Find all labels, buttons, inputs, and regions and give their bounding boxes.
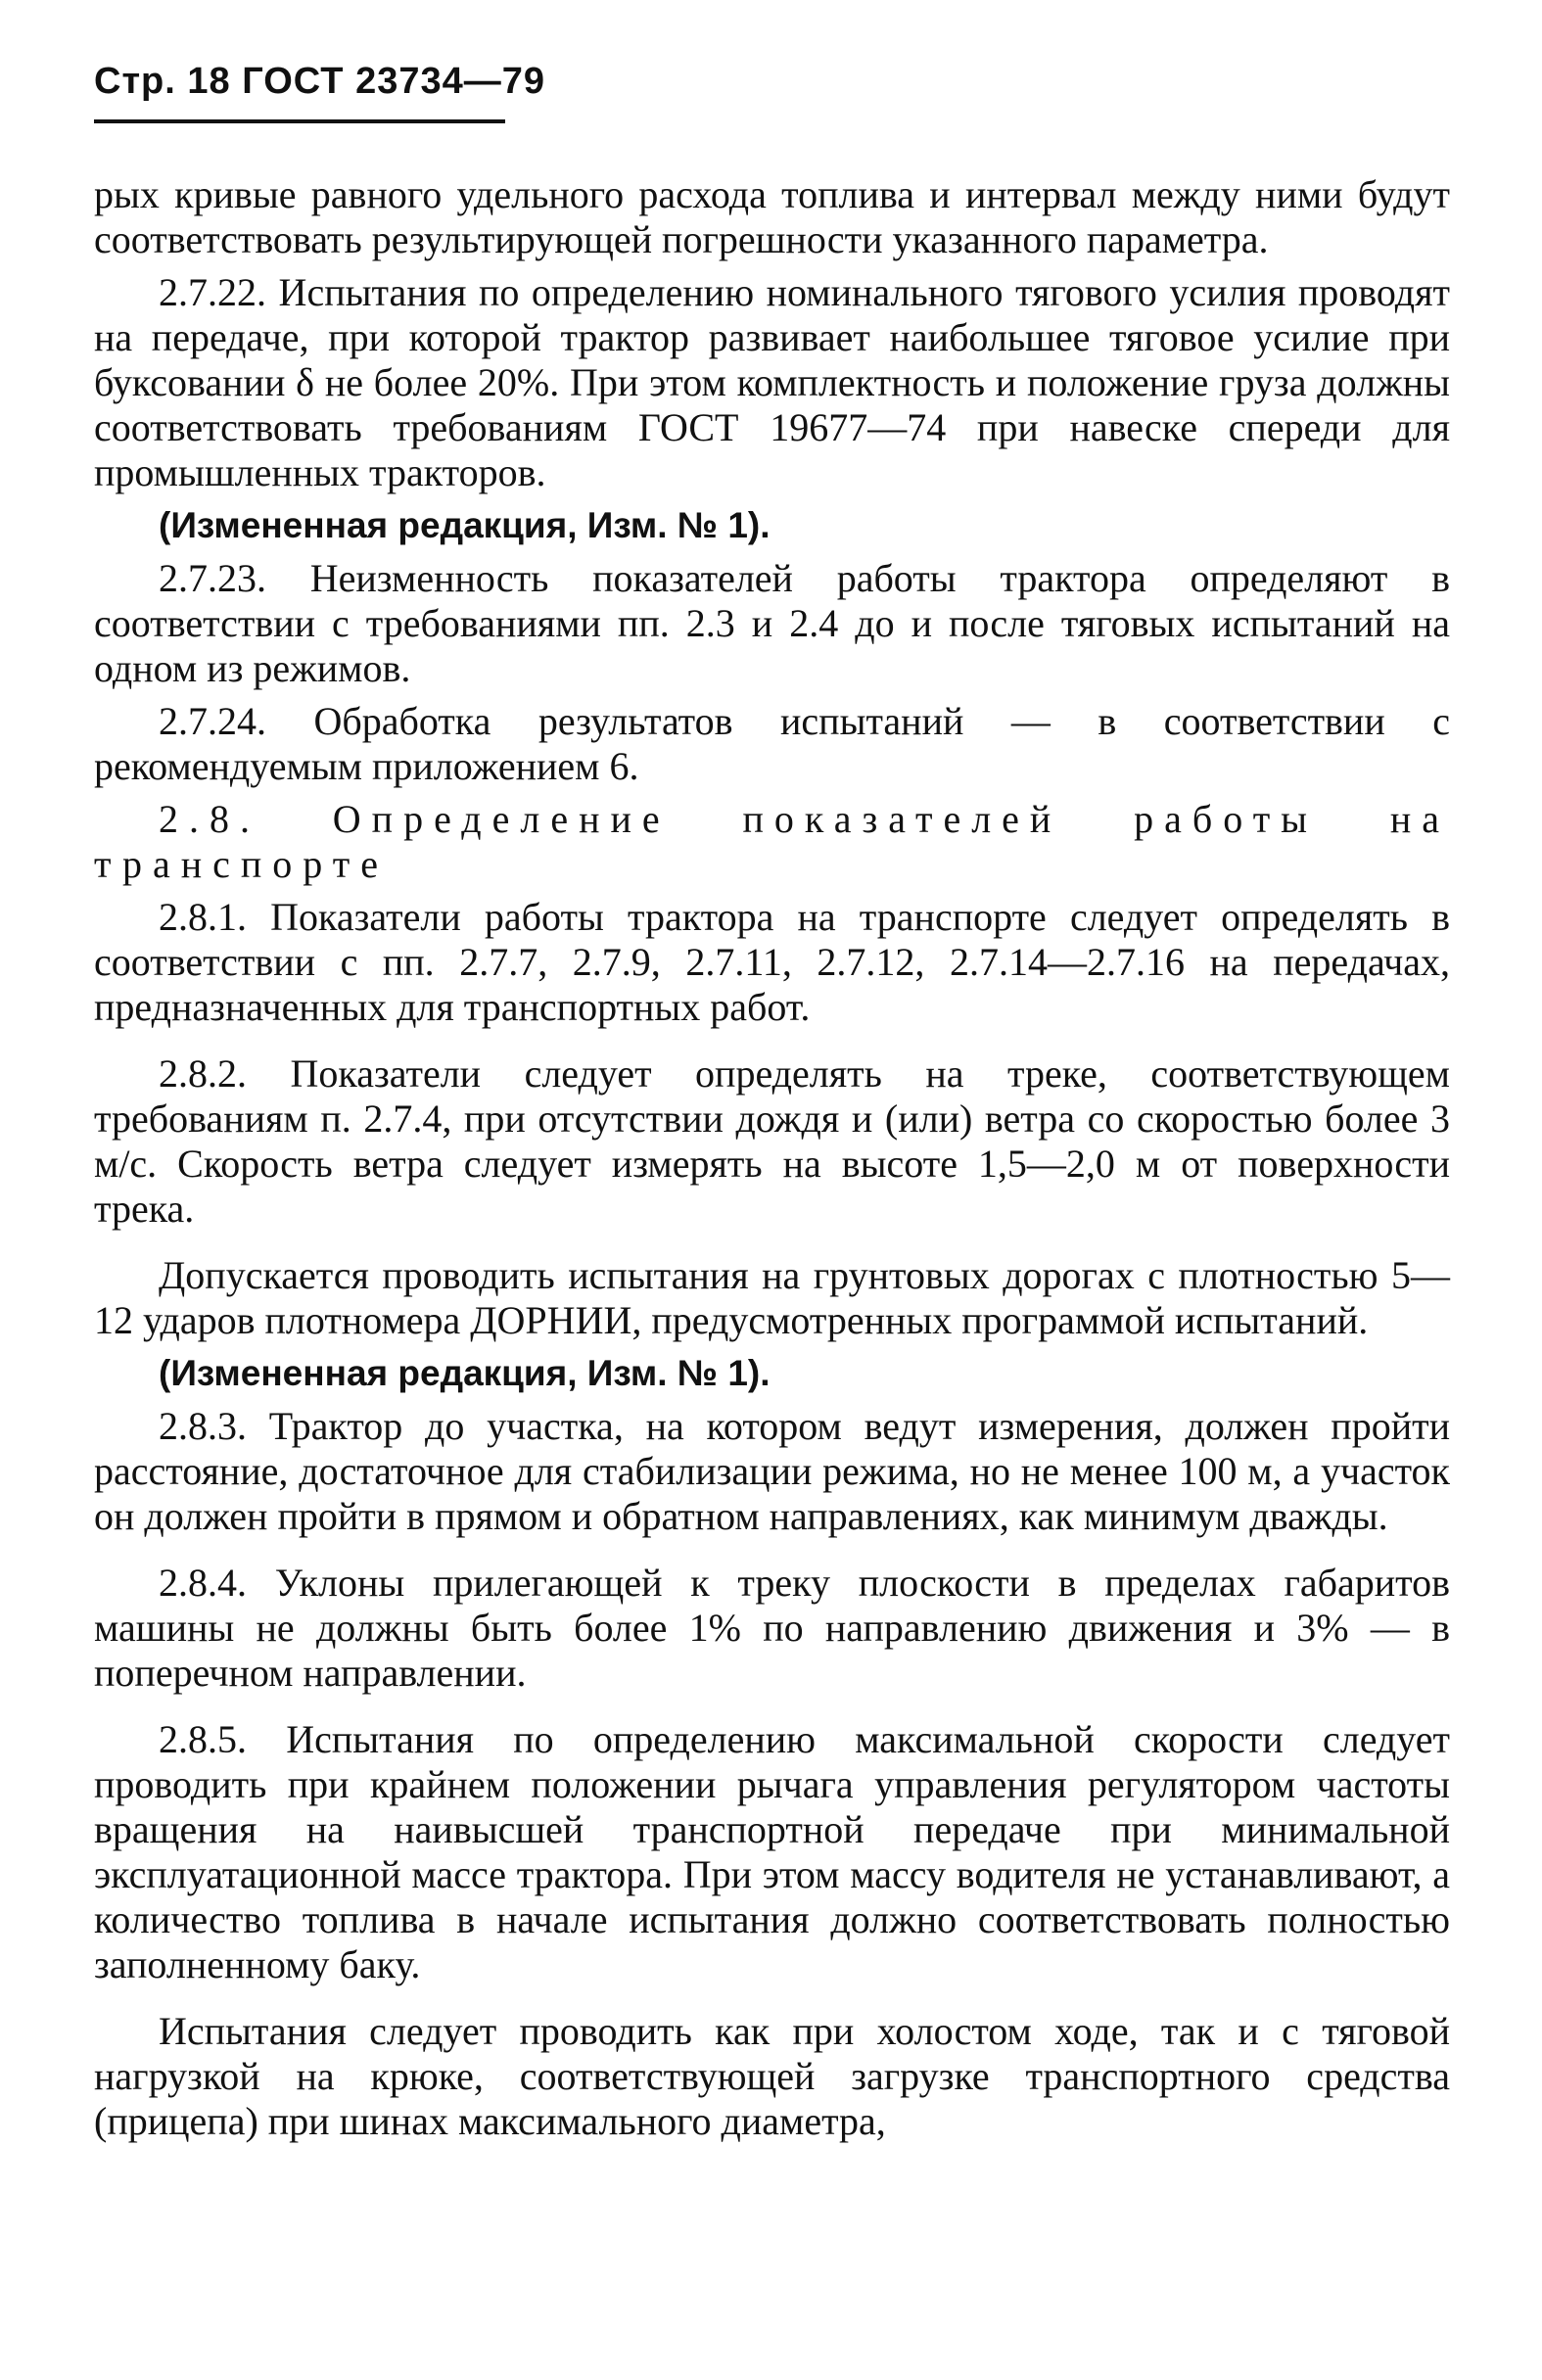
page-header: Стр. 18 ГОСТ 23734—79 [94,61,546,102]
paragraph-2-8-3: 2.8.3. Трактор до участка, на котором ведут измерения, должен пройти расстояние, достаточное для стабилизации режима, но не менее 100 м, а участок он должен пройти в прямом и обратном направлениях, как минимум дважды. [94,1404,1450,1538]
paragraph-2-8-4: 2.8.4. Уклоны прилегающей к треку плоскости в пределах габаритов машины не должны быть более 1% по направлению движения и 3% — в поперечном направлении. [94,1561,1450,1695]
paragraph-allowance: Допускается проводить испытания на грунтовых дорогах с плотностью 5—12 ударов плотномера ДОРНИИ, предусмотренных программой испытаний. [94,1253,1450,1342]
section-heading-2-8: 2.8. Определение показателей работы на транспорте [94,797,1450,886]
paragraph-2-8-1: 2.8.1. Показатели работы трактора на транспорте следует определять в соответствии с пп. 2.7.7, 2.7.9, 2.7.11, 2.7.12, 2.7.14—2.7.16 на передачах, предназначенных для транспортных работ. [94,895,1450,1029]
document-body [94,172,1450,2152]
paragraph-2-7-23: 2.7.23. Неизменность показателей работы трактора определяют в соответствии с требованиями пп. 2.3 и 2.4 до и после тяговых испытаний на одном из режимов. [94,556,1450,690]
amendment-note: (Измененная редакция, Изм. № 1). [159,1353,771,1393]
paragraph-2-7-24: 2.7.24. Обработка результатов испытаний — в соответствии с рекомендуемым приложением 6. [94,699,1450,788]
paragraph-test-conditions: Испытания следует проводить как при холостом ходе, так и с тяговой нагрузкой на крюке, соответствующей загрузке транспортного средства (прицепа) при шинах максимального диаметра, [94,2009,1450,2143]
header-rule [94,119,505,123]
paragraph-2-7-22: 2.7.22. Испытания по определению номинального тягового усилия проводят на передаче, при которой трактор развивает наибольшее тяговое усилие при буксовании δ не более 20%. При этом комплектность и положение груза должны соответствовать требованиям ГОСТ 19677—74 при навеске спереди для промышленных тракторов. [94,270,1450,494]
paragraph-2-8-5: 2.8.5. Испытания по определению максимальной скорости следует проводить при крайнем положении рычага управления регулятором частоты вращения на наивысшей транспортной передаче при минимальной эксплуатационной массе трактора. При этом массу водителя не устанавливают, а количество топлива в начале испытания должно соответствовать полностью заполненному баку. [94,1717,1450,1986]
paragraph-2-8-2: 2.8.2. Показатели следует определять на треке, соответствующем требованиям п. 2.7.4, при отсутствии дождя и (или) ветра со скоростью более 3 м/с. Скорость ветра следует измерять на высоте 1,5—2,0 м от поверхности трека. [94,1051,1450,1231]
paragraph-continuation: рых кривые равного удельного расхода топлива и интервал между ними будут соответствовать результирующей погрешности указанного параметра. [94,172,1450,261]
amendment-note: (Измененная редакция, Изм. № 1). [159,505,771,545]
